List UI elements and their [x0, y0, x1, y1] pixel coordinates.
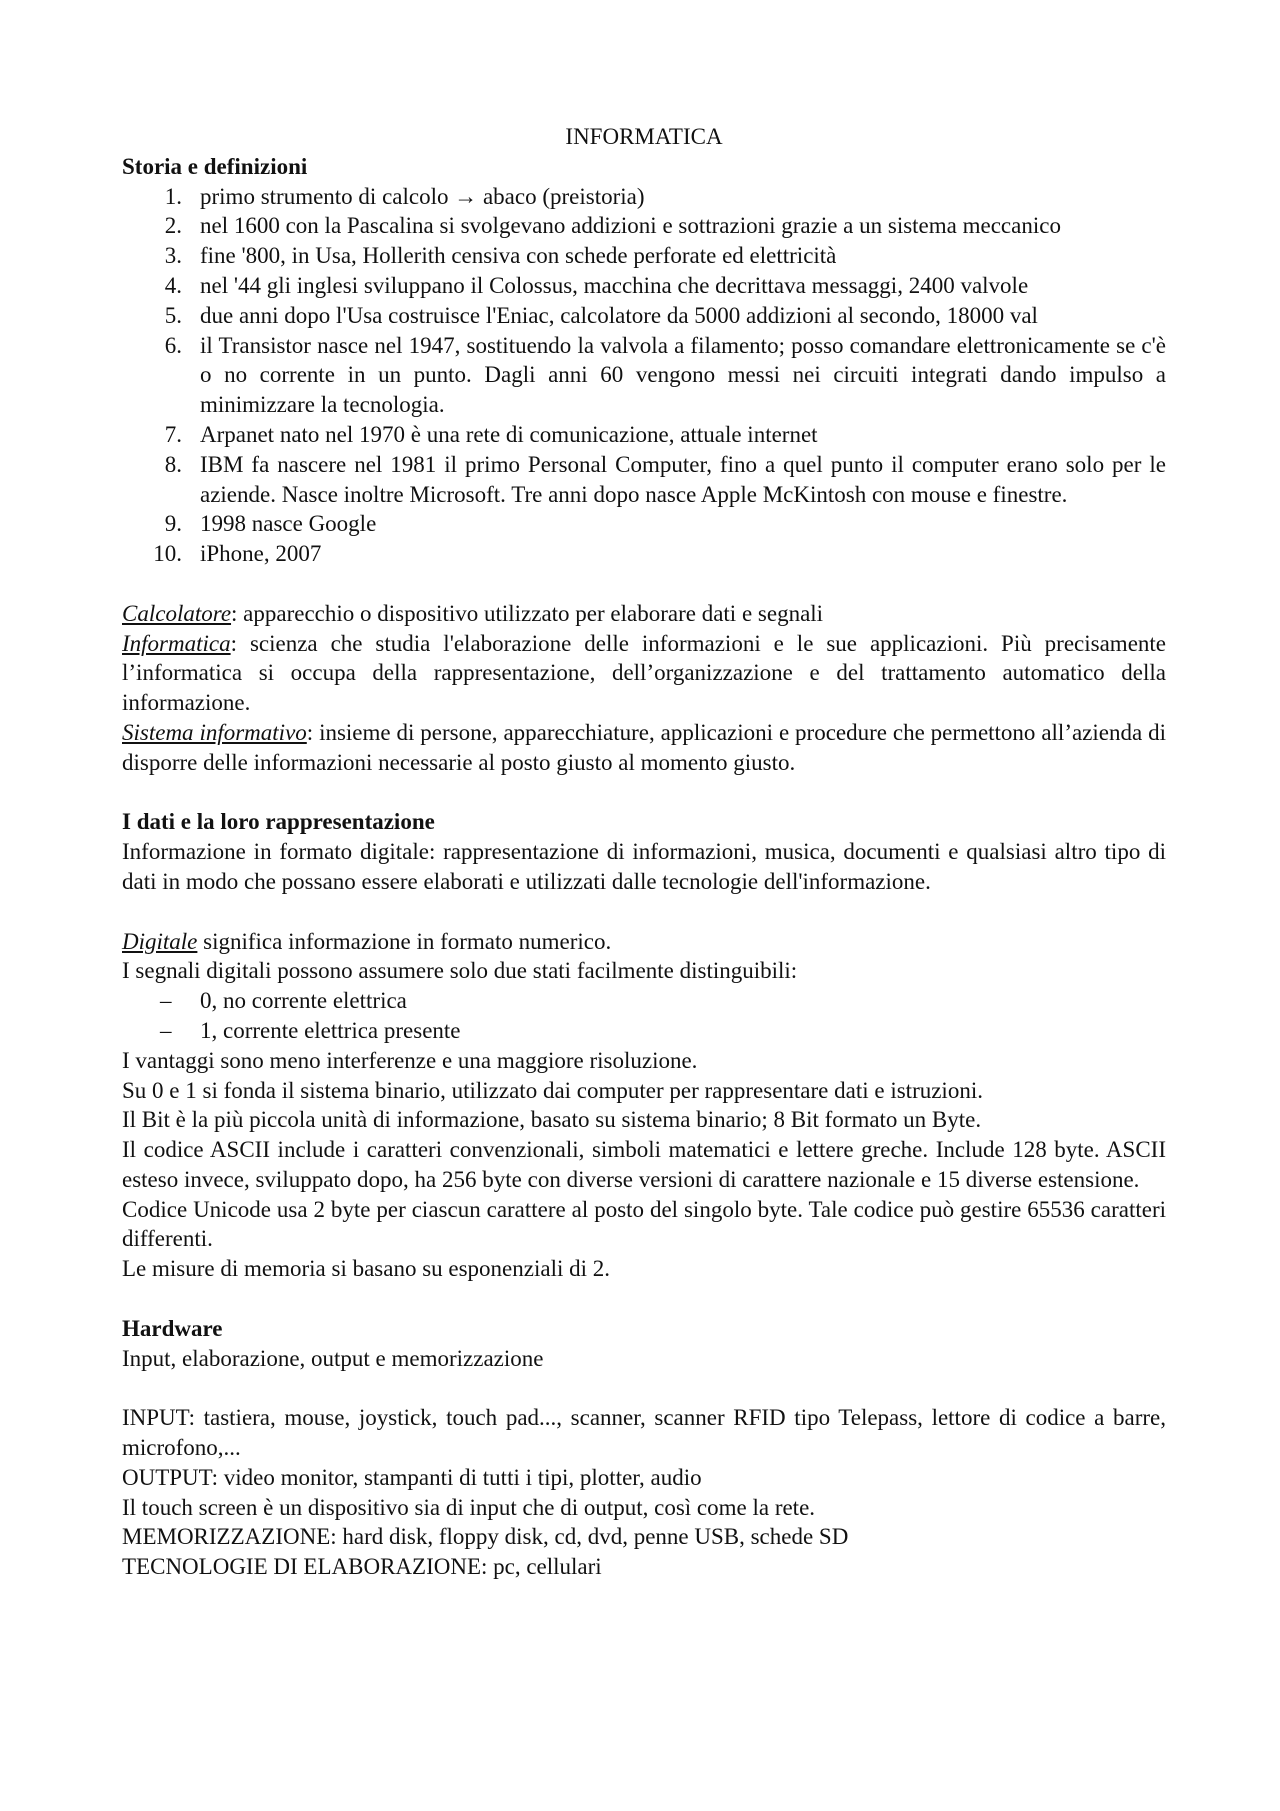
section-heading-dati: I dati e la loro rappresentazione — [122, 809, 435, 835]
paragraph: Codice Unicode usa 2 byte per ciascun carattere al posto del singolo byte. Tale codice può gestire 65536 caratteri differenti. — [122, 1196, 1166, 1252]
signal-states-list — [122, 986, 1166, 1046]
list-item-text: iPhone, 2007 — [200, 541, 322, 567]
blank-line — [122, 897, 1166, 927]
paragraph: Il touch screen è un dispositivo sia di input che di output, così come la rete. — [122, 1494, 816, 1520]
paragraph: OUTPUT: video monitor, stampanti di tutti i tipi, plotter, audio — [122, 1464, 702, 1490]
document-title: INFORMATICA — [565, 124, 723, 149]
list-item-text: nel 1600 con la Pascalina si svolgevano addizioni e sottrazioni grazie a un sistema meccanico — [200, 213, 1061, 239]
list-number: 6. — [164, 332, 182, 358]
list-number: 1. — [164, 183, 182, 209]
definition-text: : apparecchio o dispositivo utilizzato per elaborare dati e segnali — [231, 600, 824, 626]
list-item-text: nel '44 gli inglesi sviluppano il Colossus, macchina che decrittava messaggi, 2400 valvole — [200, 272, 1029, 298]
paragraph: I vantaggi sono meno interferenze e una maggiore risoluzione. — [122, 1047, 698, 1073]
list-item — [122, 271, 1166, 301]
list-item — [122, 1016, 1166, 1046]
list-item-text: due anni dopo l'Usa costruisce l'Eniac, calcolatore da 5000 addizioni al secondo, 18000 val — [200, 302, 1038, 328]
definition-text: : insieme di persone, apparecchiature, applicazioni e procedure che permettono all’azienda di disporre delle informazioni necessarie al posto giusto al momento giusto. — [122, 719, 1166, 775]
list-number: 5. — [164, 302, 182, 328]
list-item-text: 1998 nasce Google — [200, 511, 377, 537]
definition-term: Digitale — [122, 928, 198, 954]
list-number: 3. — [164, 243, 182, 269]
list-item — [122, 241, 1166, 271]
dash-bullet: – — [160, 1017, 172, 1043]
definition-term: Calcolatore — [122, 600, 232, 626]
section-heading-hardware: Hardware — [122, 1315, 223, 1341]
paragraph: Il Bit è la più piccola unità di informazione, basato su sistema binario; 8 Bit formato un Byte. — [122, 1107, 982, 1133]
list-item-text: IBM fa nascere nel 1981 il primo Personal Computer, fino a quel punto il computer erano solo per le aziende. Nasce inoltre Microsoft. Tre anni dopo nasce Apple McKintosh con mouse e finestre. — [200, 451, 1166, 507]
list-number: 10. — [153, 541, 182, 567]
section-heading-storia: Storia e definizioni — [122, 153, 308, 179]
list-item-text: primo strumento di calcolo → abaco (preistoria) — [200, 183, 645, 209]
document-body — [122, 122, 1166, 1582]
paragraph: Informazione in formato digitale: rappresentazione di informazioni, musica, documenti e qualsiasi altro tipo di dati in modo che possano essere elaborati e utilizzati dalle tecnologie dell'informazione. — [122, 839, 1166, 894]
list-number: 4. — [164, 272, 182, 298]
list-item — [122, 331, 1166, 420]
list-item — [122, 986, 1166, 1016]
list-item-text: Arpanet nato nel 1970 è una rete di comunicazione, attuale internet — [200, 421, 818, 447]
list-number: 9. — [164, 511, 182, 537]
history-list — [122, 182, 1166, 569]
paragraph: INPUT: tastiera, mouse, joystick, touch pad..., scanner, scanner RFID tipo Telepass, lettore di codice a barre, microfono,... — [122, 1405, 1166, 1461]
list-item-text: fine '800, in Usa, Hollerith censiva con schede perforate ed elettricità — [200, 243, 837, 269]
paragraph: Input, elaborazione, output e memorizzazione — [122, 1345, 544, 1371]
list-item — [122, 450, 1166, 510]
list-number: 2. — [164, 213, 182, 239]
list-number: 7. — [164, 421, 182, 447]
paragraph: Su 0 e 1 si fonda il sistema binario, utilizzato dai computer per rappresentare dati e istruzioni. — [122, 1077, 983, 1103]
list-item — [122, 301, 1166, 331]
paragraph: MEMORIZZAZIONE: hard disk, floppy disk, cd, dvd, penne USB, schede SD — [122, 1524, 849, 1550]
list-item — [122, 182, 1166, 212]
definition-sistema-informativo — [122, 718, 1166, 778]
blank-line — [122, 569, 1166, 599]
paragraph: Il codice ASCII include i caratteri convenzionali, simboli matematici e lettere greche. Include 128 byte. ASCII esteso invece, sviluppato dopo, ha 256 byte con diverse versioni di carattere nazionale e 15 diverse estensione. — [122, 1137, 1166, 1192]
definition-calcolatore — [122, 599, 1166, 629]
definition-informatica — [122, 629, 1166, 718]
list-item — [122, 539, 1166, 569]
list-number: 8. — [164, 451, 182, 477]
paragraph: TECNOLOGIE DI ELABORAZIONE: pc, cellulari — [122, 1554, 602, 1580]
list-item — [122, 420, 1166, 450]
list-item-text: 1, corrente elettrica presente — [200, 1017, 461, 1043]
definition-text: significa informazione in formato numerico. — [197, 928, 612, 954]
list-item — [122, 509, 1166, 539]
definition-term: Sistema informativo — [122, 719, 307, 745]
paragraph: I segnali digitali possono assumere solo due stati facilmente distinguibili: — [122, 958, 798, 984]
blank-line — [122, 778, 1166, 808]
blank-line — [122, 1284, 1166, 1314]
paragraph: Le misure di memoria si basano su esponenziali di 2. — [122, 1256, 610, 1282]
definition-digitale — [122, 927, 1166, 957]
blank-line — [122, 1373, 1166, 1403]
definition-term: Informatica — [122, 630, 231, 656]
dash-bullet: – — [160, 988, 172, 1014]
definition-text: : scienza che studia l'elaborazione delle informazioni e le sue applicazioni. Più precisamente l’informatica si occupa della rappresentazione, dell’organizzazione e del trattamento automatico della informazione. — [122, 630, 1166, 716]
list-item — [122, 211, 1166, 241]
list-item-text: il Transistor nasce nel 1947, sostituendo la valvola a filamento; posso comandare elettronicamente se c'è o no corrente in un punto. Dagli anni 60 vengono messi nei circuiti integrati dando impulso a minimizzare la tecnologia. — [200, 332, 1166, 418]
list-item-text: 0, no corrente elettrica — [200, 988, 407, 1014]
